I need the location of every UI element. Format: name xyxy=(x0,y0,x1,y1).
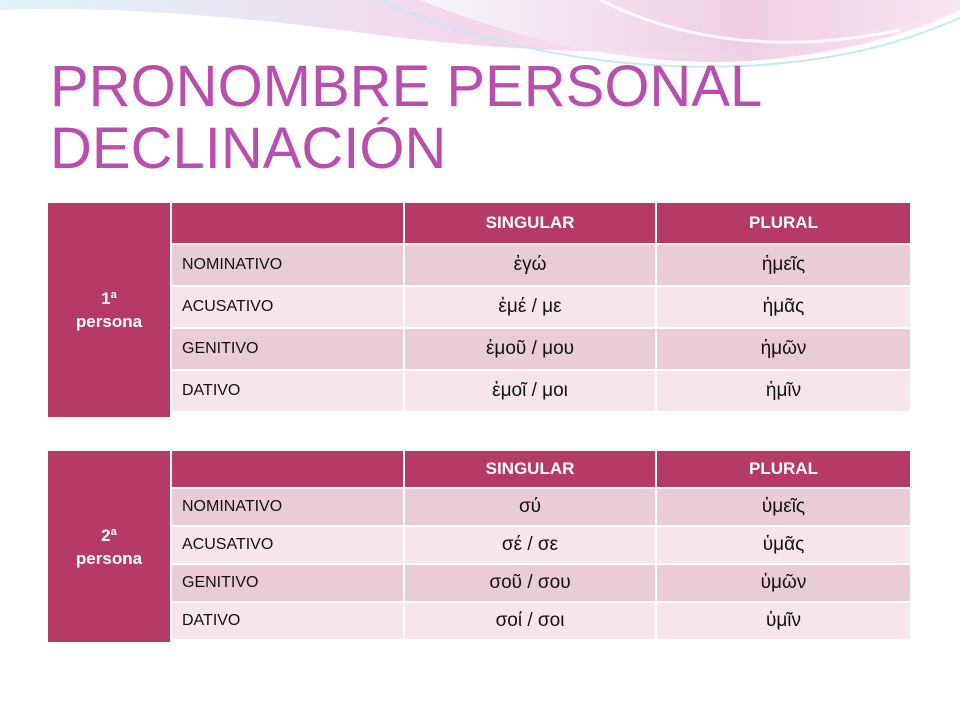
person-word: persona xyxy=(75,548,143,568)
title-line-2: DECLINACIÓN xyxy=(50,116,447,181)
case-cell: GENITIVO xyxy=(172,565,403,601)
person-label xyxy=(48,203,170,417)
person-word: persona xyxy=(75,312,143,331)
table-row xyxy=(172,489,912,527)
case-cell: DATIVO xyxy=(172,603,403,639)
plural-cell: ἡμῶν xyxy=(657,329,910,369)
plural-cell: ἡμεῖς xyxy=(657,245,910,285)
header-cell-singular: SINGULAR xyxy=(405,451,655,487)
table-row xyxy=(172,527,912,565)
plural-cell: ὑμῶν xyxy=(657,565,910,601)
header-cell-singular: SINGULAR xyxy=(405,203,655,243)
header-cell-plural: PLURAL xyxy=(657,203,910,243)
person-label xyxy=(48,451,170,642)
case-cell: NOMINATIVO xyxy=(172,489,403,525)
singular-cell: σύ xyxy=(405,489,655,525)
singular-cell: σοί / σοι xyxy=(405,603,655,639)
case-cell: ACUSATIVO xyxy=(172,527,403,563)
singular-cell: ἐμοῖ / μοι xyxy=(405,371,655,411)
case-cell: DATIVO xyxy=(172,371,403,411)
singular-cell: σέ / σε xyxy=(405,527,655,563)
person-number: 2ª xyxy=(101,525,117,545)
table-header-row xyxy=(172,451,912,489)
plural-cell: ἡμῖν xyxy=(657,371,910,411)
case-cell: GENITIVO xyxy=(172,329,403,369)
singular-cell: ἐγώ xyxy=(405,245,655,285)
page-title xyxy=(50,56,930,180)
table-row xyxy=(172,371,912,413)
header-cell-plural: PLURAL xyxy=(657,451,910,487)
singular-cell: σοῦ / σου xyxy=(405,565,655,601)
table-row xyxy=(172,287,912,329)
case-cell: NOMINATIVO xyxy=(172,245,403,285)
plural-cell: ὑμῖν xyxy=(657,603,910,639)
plural-cell: ἡμᾶς xyxy=(657,287,910,327)
singular-cell: ἐμοῦ / μου xyxy=(405,329,655,369)
singular-cell: ἐμέ / με xyxy=(405,287,655,327)
table-row xyxy=(172,329,912,371)
case-cell: ACUSATIVO xyxy=(172,287,403,327)
table-header-row xyxy=(172,203,912,245)
plural-cell: ὑμᾶς xyxy=(657,527,910,563)
table-row xyxy=(172,565,912,603)
header-cell-case xyxy=(172,451,403,487)
person-number: 1ª xyxy=(101,289,117,308)
table-row xyxy=(172,245,912,287)
header-cell-case xyxy=(172,203,403,243)
plural-cell: ὑμεῖς xyxy=(657,489,910,525)
title-line-1: PRONOMBRE PERSONAL xyxy=(50,54,763,119)
table-row xyxy=(172,603,912,641)
